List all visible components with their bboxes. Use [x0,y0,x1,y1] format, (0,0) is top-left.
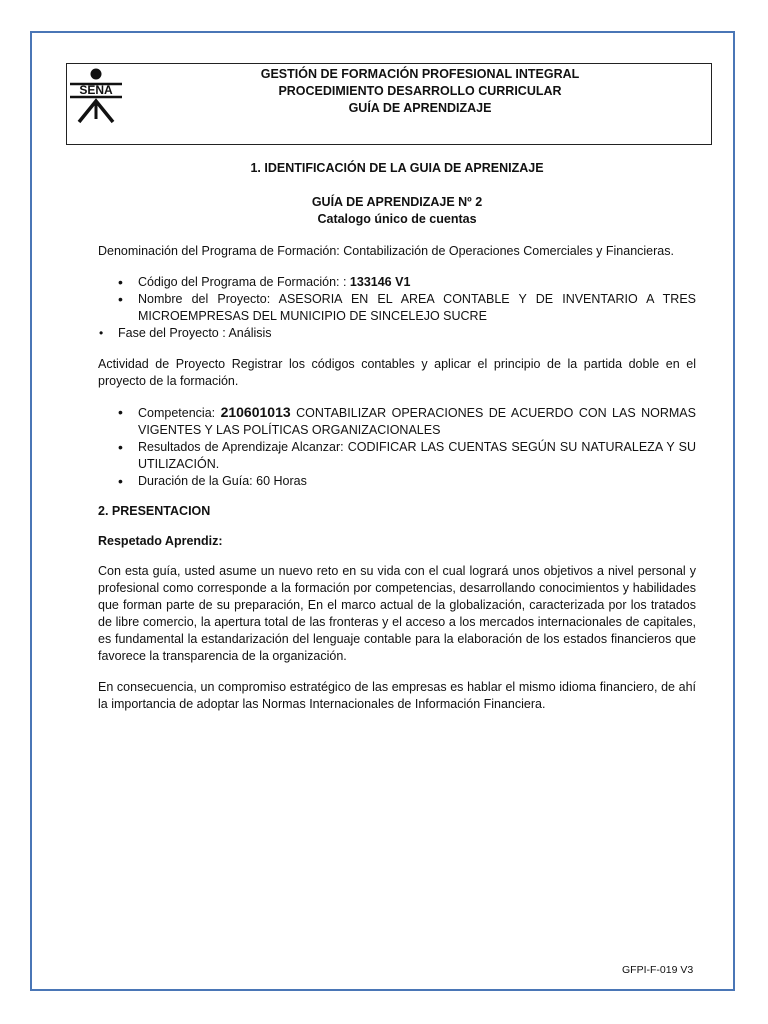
programa-text: Denominación del Programa de Formación: Contabilización de Operaciones Comerciales y Financieras. [98,244,674,258]
header-line-1: GESTIÓN DE FORMACIÓN PROFESIONAL INTEGRAL [260,67,580,81]
paragraph-2: En consecuencia, un compromiso estratégico de las empresas es hablar el mismo idioma financiero, de ahí la importancia de adoptar las Normas Internacionales de Información Financiera. [98,680,696,711]
footer-form-code: GFPI-F-019 V3 [622,964,694,976]
list-item-proyecto: • Nombre del Proyecto: ASESORIA EN EL AREA CONTABLE Y DE INVENTARIO A TRES MICROEMPRESAS DEL MUNICIPIO DE SINCELEJO SUCRE [98,291,696,325]
program-details-list [98,274,696,325]
codigo-value: 133146 V1 [349,275,411,289]
header-line-3: GUÍA DE APRENDIZAJE [348,101,492,115]
list-item-resultados: • Resultados de Aprendizaje Alcanzar: CODIFICAR LAS CUENTAS SEGÚN SU NATURALEZA Y SU UTILIZACIÓN. [98,439,696,473]
list-item-fase: • Fase del Proyecto : Análisis [98,325,696,342]
list-item-codigo [98,274,696,291]
document-header [130,66,710,117]
greeting: Respetado Aprendiz: [98,534,223,548]
list-item-duracion: • Duración de la Guía: 60 Horas [98,473,696,490]
competencia-label: Competencia: [138,406,221,420]
fase-list [98,325,696,342]
paragraph-1: Con esta guía, usted asume un nuevo reto en su vida con el cual logrará unos objetivos a nivel personal y profesional como corresponde a la formación por competencias, desarrollando conocimientos y habilidades que forman parte de su preparación, En el marco actual de la globalización, caracterizada por los tratados de libre comercio, la apertura total de las fronteras y el acceso a los mercados internacionales de capitales, es fundamental la estandarización del lenguaje contable para la elaboración de los estados financieros que favorece la transparencia de la organización. [98,564,696,663]
codigo-label: Código del Programa de Formación: : [138,275,350,289]
competencia-code: 210601013 [220,404,291,420]
header-line-2: PROCEDIMIENTO DESARROLLO CURRICULAR [278,84,562,98]
sena-logo [68,67,128,127]
section2-title: 2. PRESENTACION [98,504,211,518]
sena-logo-text: SENA [79,83,113,97]
section1-title: 1. IDENTIFICACIÓN DE LA GUIA DE APRENIZAJE [250,161,544,175]
guide-topic: Catalogo único de cuentas [317,212,477,226]
guide-number: GUÍA DE APRENDIZAJE Nº 2 [311,195,483,209]
list-item-competencia [98,404,696,439]
document-body [98,160,696,713]
competencia-text: CONTABILIZAR OPERACIONES DE ACUERDO CON LAS NORMAS VIGENTES Y LAS POLÍTICAS ORGANIZACIONALES [138,406,696,437]
sena-logo-head [91,69,102,80]
competencia-list [98,404,696,490]
actividad-text: Actividad de Proyecto Registrar los códigos contables y aplicar el principio de la partida doble en el proyecto de la formación. [98,357,696,388]
